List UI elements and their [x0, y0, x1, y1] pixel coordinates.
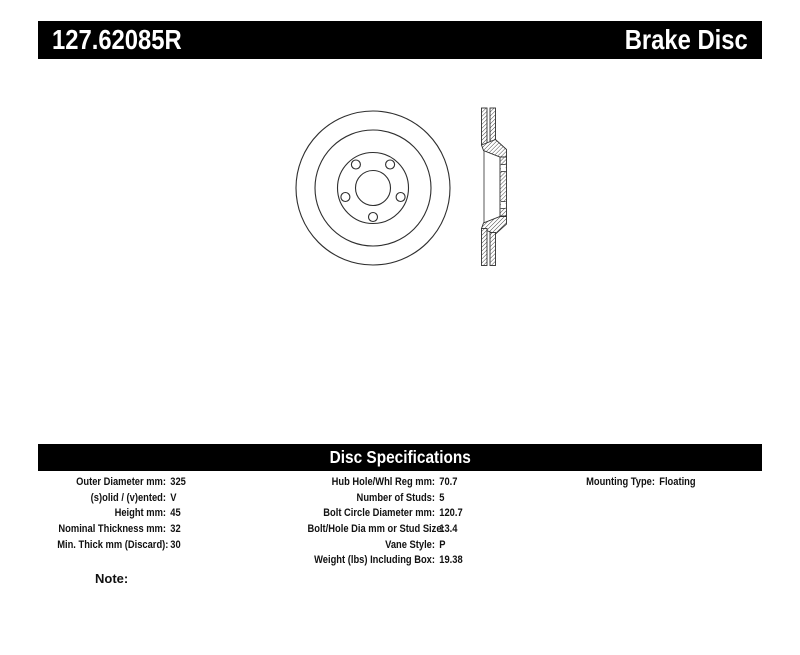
spec-label: Number of Studs:	[356, 491, 435, 504]
stud-hole	[396, 193, 405, 202]
spec-label: Weight (lbs) Including Box:	[314, 554, 435, 567]
spec-value: 120.7	[439, 507, 463, 520]
spec-row-hub-hole	[308, 475, 463, 491]
spec-label: Height mm:	[114, 507, 166, 520]
part-number: 127.62085R	[52, 24, 182, 55]
spec-row-number-of-studs	[308, 491, 463, 507]
header-bar	[38, 21, 762, 59]
brake-disc-cross-section	[482, 108, 507, 266]
spec-value: 45	[170, 507, 181, 520]
section-bottom-outboard-plate	[482, 229, 488, 266]
spec-row-outer-diameter	[57, 475, 186, 491]
spec-section-title: Disc Specifications	[329, 447, 471, 467]
spec-row-vane-style	[308, 538, 463, 554]
stud-hole	[369, 213, 378, 222]
brake-disc-technical-drawing	[270, 88, 530, 292]
stud-hole	[386, 160, 395, 169]
spec-label: Hub Hole/Whl Reg mm:	[331, 476, 435, 488]
stud-hole	[341, 193, 350, 202]
spec-column-middle	[285, 475, 468, 569]
spec-value: 13.4	[439, 523, 458, 536]
spec-row-solid-vented	[57, 491, 186, 507]
spec-value: 5	[439, 491, 445, 504]
section-bottom-inboard-plate	[490, 233, 496, 266]
spec-label: Min. Thick mm (Discard):	[57, 538, 169, 551]
spec-row-min-thickness	[57, 538, 186, 554]
section-top-inboard-plate	[490, 108, 496, 141]
spec-label: Mounting Type:	[586, 476, 655, 488]
spec-value: V	[170, 491, 177, 504]
product-type-title: Brake Disc	[624, 24, 748, 55]
spec-value: 70.7	[439, 476, 458, 488]
stud-hole	[351, 160, 360, 169]
spec-row-nominal-thickness	[57, 522, 186, 538]
spec-row-weight	[308, 553, 463, 569]
spec-label: Bolt/Hole Dia mm or Stud Size:	[307, 523, 445, 536]
spec-label: Vane Style:	[385, 538, 435, 551]
section-top-outboard-plate	[482, 108, 488, 145]
spec-column-left	[38, 475, 189, 553]
spec-value: 32	[170, 523, 181, 536]
spec-value: 30	[170, 538, 181, 551]
spec-value: Floating	[659, 476, 696, 488]
spec-label: Bolt Circle Diameter mm:	[323, 507, 435, 520]
spec-row-height	[57, 506, 186, 522]
spec-label: Outer Diameter mm:	[76, 476, 166, 488]
spec-row-bolt-hole-dia	[308, 522, 463, 538]
spec-label: (s)olid / (v)ented:	[90, 491, 166, 504]
spec-value: P	[439, 538, 446, 551]
spec-label: Nominal Thickness mm:	[58, 523, 167, 536]
friction-surface-circle	[315, 130, 431, 246]
spec-row-bolt-circle-diameter	[308, 506, 463, 522]
spec-section-bar	[38, 444, 762, 471]
spec-value: 19.38	[439, 554, 463, 567]
spec-value: 325	[170, 476, 186, 488]
note-label: Note:	[95, 571, 129, 586]
center-hub-hole	[356, 171, 391, 206]
brake-disc-front-view	[296, 111, 450, 265]
spec-row-mounting-type	[557, 475, 695, 491]
spec-column-right	[540, 475, 703, 491]
outer-diameter-circle	[296, 111, 450, 265]
